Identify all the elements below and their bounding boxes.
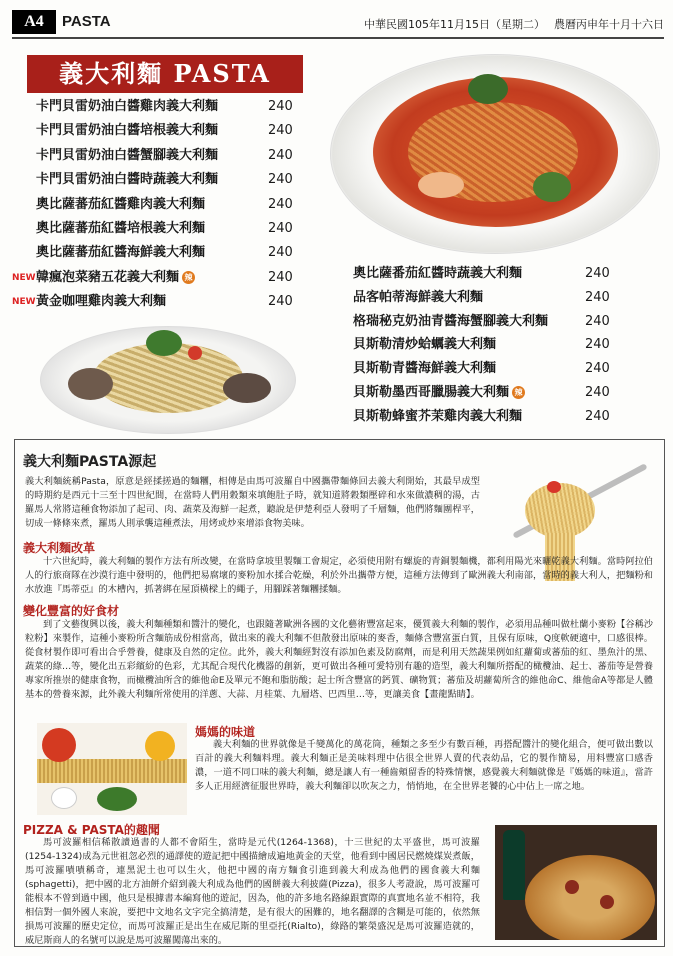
menu-item-name [36, 242, 205, 264]
menu-title-banner: 義大利麵 PASTA [27, 55, 303, 93]
menu-item [353, 382, 643, 404]
section-text-reform: 十六世紀時，義大利麵的製作方法有所改變，在當時拿坡里製麵工會規定，必須使用附有螺旋的青銅製麵機，都利用陽光來曬乾義大利麵。當時阿拉伯人的行旅商隊在沙漠行進中發明的，他們把易腐壞的麥粉加水揉合乾燥，利於外出攜帶方便，這種方法傳到了歐洲義大利南部，當時的義大利人，把麵粉和水放進『馬蒂亞』的木槽內，抓著綁在屋頂橫樑上的繩子，用腳踩著麵糰揉麵。 [25, 556, 653, 595]
section-heading-ingredients: 變化豐富的好食材 [23, 604, 120, 618]
menu-item [36, 169, 306, 191]
menu-item [353, 311, 643, 333]
header-lunar-date: 農曆丙申年十月十六日 [554, 18, 664, 31]
menu-item-price: 240 [268, 172, 293, 188]
spicy-icon: 辣 [512, 386, 525, 399]
menu-item-price: 240 [585, 337, 610, 353]
menu-item-name [36, 267, 195, 289]
menu-item [36, 145, 306, 167]
menu-item-name [36, 194, 205, 216]
menu-item-price: 240 [268, 147, 293, 163]
menu-item-name-text: 貝斯勒墨西哥臘腸義大利麵 [353, 385, 510, 400]
menu-item-name-text: 黃金咖哩雞肉義大利麵 [36, 294, 167, 310]
menu-item [36, 120, 306, 142]
section-heading-pizza-pasta: PIZZA & PASTA的趣聞 [23, 823, 160, 837]
menu-item [353, 334, 643, 356]
menu-item-name-text: 韓瘋泡菜豬五花義大利麵 [36, 269, 180, 285]
menu-list-right [353, 263, 643, 435]
menu-item-price: 240 [585, 313, 610, 329]
pizza-photo [495, 825, 657, 940]
menu-item-name [36, 145, 218, 167]
menu-item-name [36, 96, 218, 118]
menu-list-left [12, 96, 306, 316]
pasta-origin-article [14, 439, 665, 947]
menu-item [353, 358, 643, 380]
menu-item-name [36, 169, 218, 191]
menu-item-price: 240 [268, 245, 293, 261]
menu-item-name-text: 卡門貝雷奶油白醬蟹腳義大利麵 [36, 147, 219, 163]
menu-item-name [353, 311, 548, 333]
new-badge: NEW [12, 272, 36, 283]
menu-item-price: 240 [268, 99, 293, 114]
menu-item-name [353, 334, 496, 356]
menu-item-price: 240 [268, 196, 293, 212]
vegetables-photo [37, 723, 187, 815]
menu-item-name [36, 218, 205, 240]
section-name: PASTA [62, 13, 111, 30]
menu-item-name [36, 120, 218, 142]
menu-item-name [353, 358, 496, 380]
menu-item-name-text: 奧比薩番茄紅醬時蔬義大利麵 [353, 266, 523, 281]
menu-item [12, 291, 306, 313]
menu-item [36, 194, 306, 216]
menu-item-price: 240 [585, 385, 610, 400]
menu-item [36, 96, 306, 118]
menu-item-name-text: 格瑞秘克奶油青醬海蟹腳義大利麵 [353, 313, 549, 329]
menu-item-name-text: 卡門貝雷奶油白醬培根義大利麵 [36, 123, 219, 139]
menu-item-price: 240 [268, 221, 293, 236]
menu-item-name-text: 品客帕蒂海鮮義大利麵 [353, 289, 484, 305]
page-header [12, 10, 664, 36]
menu-item [36, 218, 306, 240]
header-divider [12, 37, 664, 39]
tomato-pasta-photo [328, 52, 666, 260]
page-number-badge: A4 [12, 10, 56, 34]
menu-item-price: 240 [268, 269, 293, 285]
menu-item-name [353, 406, 522, 428]
menu-item-name-text: 卡門貝雷奶油白醬雞肉義大利麵 [36, 99, 219, 114]
menu-item-name [353, 382, 525, 404]
section-text-mother-taste: 義大利麵的世界就像是千變萬化的萬花筒，種類之多至少有數百種，再搭配醬汁的變化組合，便可做出數以百計的義大利麵料理。義大利麵正是美味料理中佔很全世界人賣的代表幼品，它的製作簡易，用料豐富口感香濃，一道不同口味的義大利麵，總是讓人有一種齒頰留香的特殊情懷，感覺義大利麵就像是『媽媽的味道』，當許多人正用經濟征服世界時，義大利麵卻以吹灰之力，悄悄地，在全世界老饕的心中佔上一席之地。 [195, 739, 653, 792]
article-intro: 義大利麵統稱Pasta，原意是經揉搓過的麵糰，相傳是由馬可波羅自中國攜帶麵條回去義大利開始，其最早成型的時期約是西元十三至十四世紀間，在當時人們用穀類來填飽肚子時，就知道將穀類壓碎和水來做濃稠的湯，古羅馬人常將這種食物添加了起司、肉、蔬菜及海鮮一起煮，聽說是伊楚利亞人發明了千層麵，他們將麵團桿平，切成一條條來煮，羅馬人則承襲這種煮法，用烤或炒來增添食物美味。 [25, 476, 480, 529]
header-date: 中華民國105年11月15日（星期二） [364, 18, 545, 31]
menu-item-price: 240 [585, 408, 610, 424]
article-title: 義大利麵PASTA源起 [23, 454, 157, 470]
menu-item-name-text: 奧比薩蕃茄紅醬雞肉義大利麵 [36, 196, 206, 212]
menu-item-price: 240 [268, 294, 293, 310]
menu-item [353, 287, 643, 309]
section-heading-reform: 義大利麵改革 [23, 541, 96, 555]
menu-item-name-text: 奧比薩蕃茄紅醬海鮮義大利麵 [36, 245, 206, 261]
menu-item-name-text: 奧比薩蕃茄紅醬培根義大利麵 [36, 221, 206, 236]
spicy-icon: 辣 [182, 271, 195, 284]
menu-item-name-text: 貝斯勒蜂蜜芥茉雞肉義大利麵 [353, 408, 523, 424]
menu-item [12, 267, 306, 289]
menu-item-name [353, 263, 522, 285]
menu-item-name-text: 卡門貝雷奶油白醬時蔬義大利麵 [36, 172, 219, 188]
section-text-ingredients: 到了文藝復興以後，義大利麵種類和醬汁的變化，也跟隨著歐洲各國的文化藝術豐富起來，優質義大利麵的製作，必須用品種叫做杜蘭小麥粉【谷稱沙粒粉】來製作，這種小麥粉所含麵筋成份相當高，做出來的義大利麵不但散發出原味的麥香，麵條含豐富蛋白質，且保有原味，Q度軟硬適中，口感很棒。從食材製作即可看出合乎營養，健康及自然的定位。此外，義大利麵經對沒有添加色素及防腐劑，而是利用天然蔬果例如紅蘿蔔或蕃茄的紅、墨魚汁的黑、蔬菜的綠…等，變化出五彩繽紛的色彩，尤其配合現代化機器的創新，更可做出各種可愛特別有趣的造型，義大利麵所搭配的橄欖油、起士、蕃茄等是營養專家所推崇的健康食物，而橄欖油所含的維他命E及單元不飽和脂肪酸；起士所含豐富的鈣質、礦物質；蕃茄及胡蘿蔔所含的維他命C、維他命A等都是人體基本的營養來源，此外義大利麵所常使用的洋蔥、大蒜、月桂葉、九層塔、巴西里…等，更讓美食【畫龍點睛】。 [25, 619, 653, 700]
menu-item [36, 242, 306, 264]
clam-pasta-photo [38, 318, 300, 438]
menu-item-price: 240 [585, 361, 610, 377]
menu-item-name [353, 287, 483, 309]
new-badge: NEW [12, 297, 36, 308]
menu-item [353, 406, 643, 428]
menu-item-name [36, 291, 166, 313]
menu-item-name-text: 貝斯勒清炒蛤蠣義大利麵 [353, 337, 497, 353]
menu-item-price: 240 [585, 289, 610, 305]
menu-item [353, 263, 643, 285]
menu-item-price: 240 [268, 123, 293, 139]
menu-item-name-text: 貝斯勒青醬海鮮義大利麵 [353, 361, 497, 377]
menu-item-price: 240 [585, 266, 610, 281]
section-heading-mother-taste: 媽媽的味道 [195, 725, 256, 739]
section-text-pizza-pasta: 馬可波羅相信稀散讀過書的人都不會陌生，當時是元代(1264-1368)，十三世紀的太平盛世，馬可波羅(1254-1324)成為元世祖忽必烈的通譯使的遊記把中國描繪成遍地黃金的天堂，他看到中國居民燃燒煤炭煮飯，馬可波羅嘖嘖稱奇，連黑泥土也可以生火，他把中國的南方麵食引進到義大利成為他們的國食義大利麵(sphagetti)，把中國的北方油餅介紹到義大利成為他們的國餅義大利披薩(Pizza)，很多人考證說，馬可波羅可能根本不曾到過中國，他只是根據書本編寫他的遊記，因為，他的許多地名路線跟實際的真實地名並不相符，我相信對一個外國人來說，要把中文地名文字完全搞清楚，是有很大的困難的，地名翻譯的含糊是可能的，依然無損馬可波羅的歷史定位，而馬可波羅正是出生在威尼斯的里亞托(Rialto)，綠路的繁榮盛況是馬可波羅造就的，威尼斯商人的名號可以說是馬可波羅闖蕩出來的。 [25, 837, 480, 946]
